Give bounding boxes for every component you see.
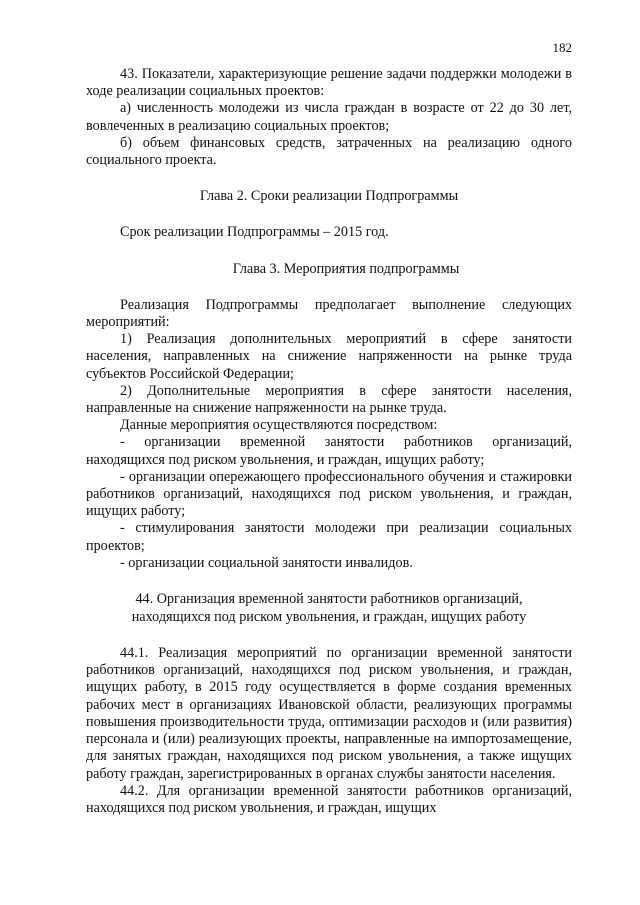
means-item-1: - организации временной занятости работников организаций, находящихся под риском увольнения, и граждан, ищущих работу;: [86, 434, 572, 468]
section-44-title-line-1: 44. Организация временной занятости работников организаций,: [135, 591, 523, 608]
chapter-2-title: Глава 2. Сроки реализации Подпрограммы: [199, 188, 459, 205]
chapter-3-title: Глава 3. Мероприятия подпрограммы: [232, 260, 460, 277]
paragraph-43-intro: 43. Показатели, характеризующие решение задачи поддержки молодежи в ходе реализации социальных проектов:: [86, 66, 572, 100]
document-body: [86, 66, 572, 817]
means-item-4: - организации социальной занятости инвалидов.: [120, 554, 413, 571]
paragraph-43-a: а) численность молодежи из числа граждан в возрасте от 22 до 30 лет, вовлеченных в реализацию социальных проектов;: [86, 100, 572, 134]
paragraph-44-2: 44.2. Для организации временной занятости работников организаций, находящихся под риском увольнения, и граждан, ищущих: [86, 782, 572, 816]
means-item-3: - стимулирования занятости молодежи при реализации социальных проектов;: [86, 520, 572, 554]
chapter-2-text: Срок реализации Подпрограммы – 2015 год.: [120, 224, 389, 241]
paragraph-43-b: б) объем финансовых средств, затраченных на реализацию одного социального проекта.: [86, 134, 572, 169]
section-44-title-line-2: находящихся под риском увольнения, и граждан, ищущих работу: [131, 608, 527, 625]
means-item-2: - организации опережающего профессионального обучения и стажировки работников организаций, находящихся под риском увольнения, и граждан, ищущих работу;: [86, 468, 572, 520]
chapter-3-item-2: 2) Дополнительные мероприятия в сфере занятости населения, направленные на снижение напряженности на рынке труда.: [86, 382, 572, 417]
page-number: 182: [552, 40, 572, 55]
paragraph-44-1: 44.1. Реализация мероприятий по организации временной занятости работников организаций, находящихся под риском увольнения, и граждан, ищущих работу, в 2015 году осуществляется в форме создания временных рабочих мест в организациях Ивановской области, реализующих программы повышения производительности труда, оптимизации расходов и (или развития) персонала и (или) реализующих проекты, направленные на импортозамещение, для занятых граждан, находящихся под риском увольнения, а также ищущих работу граждан, зарегистрированных в органах службы занятости населения.: [86, 645, 572, 782]
chapter-3-item-1: 1) Реализация дополнительных мероприятий в сфере занятости населения, направленных на снижение напряженности на рынке труда субъектов Российской Федерации;: [86, 331, 572, 382]
chapter-3-means-intro: Данные мероприятия осуществляются посредством:: [120, 417, 438, 434]
chapter-3-intro: Реализация Подпрограммы предполагает выполнение следующих мероприятий:: [86, 296, 572, 331]
